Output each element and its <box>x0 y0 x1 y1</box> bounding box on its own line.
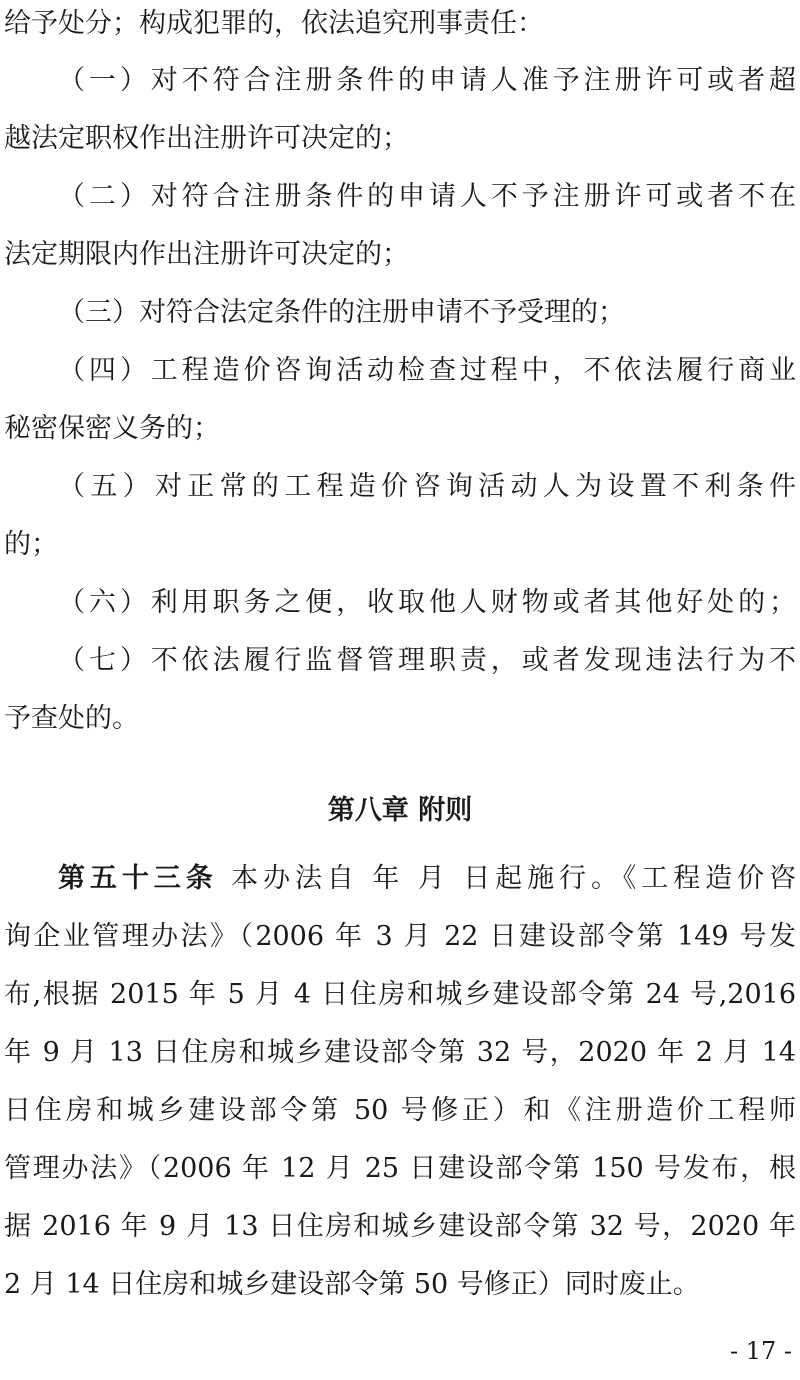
list-item-6: （六）利用职务之便，收取他人财物或者其他好处的； <box>58 587 796 618</box>
article-first-line <box>58 859 796 899</box>
article-line: 2 月 14 日住房和城乡建设部令第 50 号修正）同时废止。 <box>4 1269 700 1300</box>
list-item-4-line-2: 秘密保密义务的； <box>4 413 220 444</box>
page-number: - 17 - <box>729 1337 792 1365</box>
text-line: 给予处分；构成犯罪的，依法追究刑事责任： <box>4 8 544 39</box>
article-line: 日住房和城乡建设部令第 50 号修正）和《注册造价工程师 <box>4 1095 796 1126</box>
list-item-5-line-2: 的； <box>4 529 58 560</box>
list-item-1-line-1: （一）对不符合注册条件的申请人准予注册许可或者超 <box>58 65 796 96</box>
list-item-5-line-1: （五）对正常的工程造价咨询活动人为设置不利条件 <box>58 471 796 502</box>
article-label: 第五十三条 <box>58 863 218 894</box>
list-item-7-line-2: 予查处的。 <box>4 703 139 734</box>
list-item-3: （三）对符合法定条件的注册申请不予受理的； <box>58 297 625 328</box>
article-line: 布,根据 2015 年 5 月 4 日住房和城乡建设部令第 24 号,2016 <box>4 979 796 1010</box>
article-line: 管理办法》（2006 年 12 月 25 日建设部令第 150 号发布，根 <box>4 1153 796 1184</box>
chapter-heading: 第八章 附则 <box>327 795 473 826</box>
list-item-2-line-2: 法定期限内作出注册许可决定的； <box>4 239 409 270</box>
list-item-7-line-1: （七）不依法履行监督管理职责，或者发现违法行为不 <box>58 645 796 676</box>
list-item-1-line-2: 越法定职权作出注册许可决定的； <box>4 123 409 154</box>
article-line: 询企业管理办法》（2006 年 3 月 22 日建设部令第 149 号发 <box>4 921 796 952</box>
list-item-4-line-1: （四）工程造价咨询活动检查过程中，不依法履行商业 <box>58 355 796 386</box>
article-first-line-text: 本办法自 年 月 日起施行。《工程造价咨 <box>217 863 796 894</box>
list-item-2-line-1: （二）对符合注册条件的申请人不予注册许可或者不在 <box>58 181 796 212</box>
article-line: 据 2016 年 9 月 13 日住房和城乡建设部令第 32 号，2020 年 <box>4 1211 796 1242</box>
article-line: 年 9 月 13 日住房和城乡建设部令第 32 号，2020 年 2 月 14 <box>4 1037 796 1068</box>
